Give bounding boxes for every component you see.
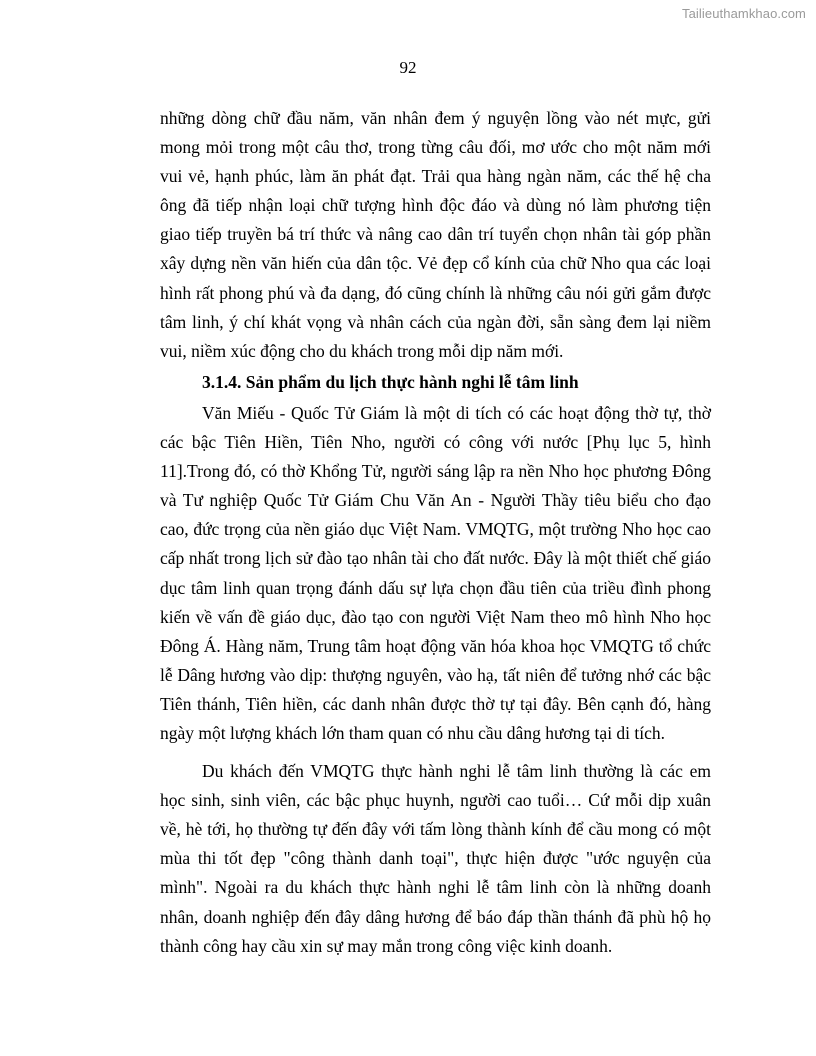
text-line: 11].Trong đó, có thờ Khổng Tử, người sáng lập ra nền Nho học phương Đông	[160, 461, 711, 482]
text-line: Tiên thánh, Tiên hiền, các danh nhân được thờ tự tại đây. Bên cạnh đó, hàng	[160, 693, 711, 714]
text-line: cấp nhất trong lịch sử đào tạo nhân tài cho đất nước. Đây là một thiết chế giáo	[160, 548, 711, 569]
text-line: ngày một lượng khách lớn tham quan có nhu cầu dâng hương tại di tích.	[160, 722, 666, 743]
text-line: dục tâm linh quan trọng đánh dấu sự lựa chọn đầu tiên của triều đình phong	[160, 577, 711, 598]
text-line: cao, đức trọng của nền giáo dục Việt Nam. VMQTG, một trường Nho học cao	[160, 519, 711, 540]
text-line: học sinh, sinh viên, các bậc phục huynh, người cao tuổi… Cứ mỗi dịp xuân	[160, 790, 711, 811]
text-line: Du khách đến VMQTG thực hành nghi lễ tâm linh thường là các em	[202, 761, 711, 782]
text-line: thành công hay cầu xin sự may mắn trong công việc kinh doanh.	[160, 935, 613, 956]
text-line: vui vẻ, hạnh phúc, làm ăn phát đạt. Trải qua hàng ngàn năm, các thế hệ cha	[160, 166, 711, 187]
text-line: lễ Dâng hương vào dịp: thượng nguyên, vào hạ, tất niên để tưởng nhớ các bậc	[160, 664, 711, 685]
page-number: 92	[399, 58, 417, 77]
paragraph-gap	[160, 748, 711, 757]
paragraph-continued	[160, 104, 711, 366]
text-line: mình". Ngoài ra du khách thực hành nghi lễ tâm linh còn là những doanh	[160, 877, 711, 898]
text-line: xây dựng nền văn hiến của dân tộc. Vẻ đẹp cổ kính của chữ Nho qua các loại	[160, 253, 711, 274]
paragraph	[160, 399, 711, 748]
text-line: các bậc Tiên Hiền, Tiên Nho, người có công với nước [Phụ lục 5, hình	[160, 432, 711, 453]
document-body	[160, 104, 711, 961]
text-line: kiến về vấn đề giáo dục, đào tạo con người Việt Nam theo mô hình Nho học	[160, 606, 711, 627]
watermark: Tailieuthamkhao.com	[681, 6, 806, 21]
section-heading: 3.1.4. Sản phẩm du lịch thực hành nghi lễ tâm linh	[202, 371, 579, 392]
text-line: giao tiếp truyền bá trí thức và nâng cao dân trí tuyển chọn nhân tài góp phần	[160, 224, 711, 245]
text-line: Văn Miếu - Quốc Tử Giám là một di tích có các hoạt động thờ tự, thờ	[202, 402, 711, 423]
text-line: vui, niềm xúc động cho du khách trong mỗi dịp năm mới.	[160, 340, 564, 361]
text-line: hình rất phong phú và đa dạng, đó cũng chính là những câu nói gửi gắm được	[160, 282, 711, 303]
text-line: mùa thi tốt đẹp "công thành danh toại", thực hiện được "ước nguyện của	[160, 848, 711, 869]
text-line: và Tư nghiệp Quốc Tử Giám Chu Văn An - Người Thầy tiêu biểu cho đạo	[160, 490, 711, 511]
text-line: nhân, doanh nghiệp đến đây dâng hương để báo đáp thần thánh đã phù hộ họ	[160, 906, 711, 927]
text-line: về, hè tới, họ thường tự đến đây với tấm lòng thành kính để cầu mong có một	[160, 819, 711, 840]
text-line: mong mỏi trong một câu thơ, trong từng câu đối, mơ ước cho một năm mới	[160, 137, 711, 158]
text-line: tâm linh, ý chí khát vọng và nhân cách của ngàn đời, sẵn sàng đem lại niềm	[160, 311, 711, 332]
paragraph	[160, 757, 711, 961]
text-line: Đông Á. Hàng năm, Trung tâm hoạt động văn hóa khoa học VMQTG tổ chức	[160, 635, 711, 656]
text-line: những dòng chữ đầu năm, văn nhân đem ý nguyện lồng vào nét mực, gửi	[160, 108, 711, 128]
text-line: ông đã tiếp nhận loại chữ tượng hình độc đáo và dùng nó làm phương tiện	[160, 195, 711, 216]
